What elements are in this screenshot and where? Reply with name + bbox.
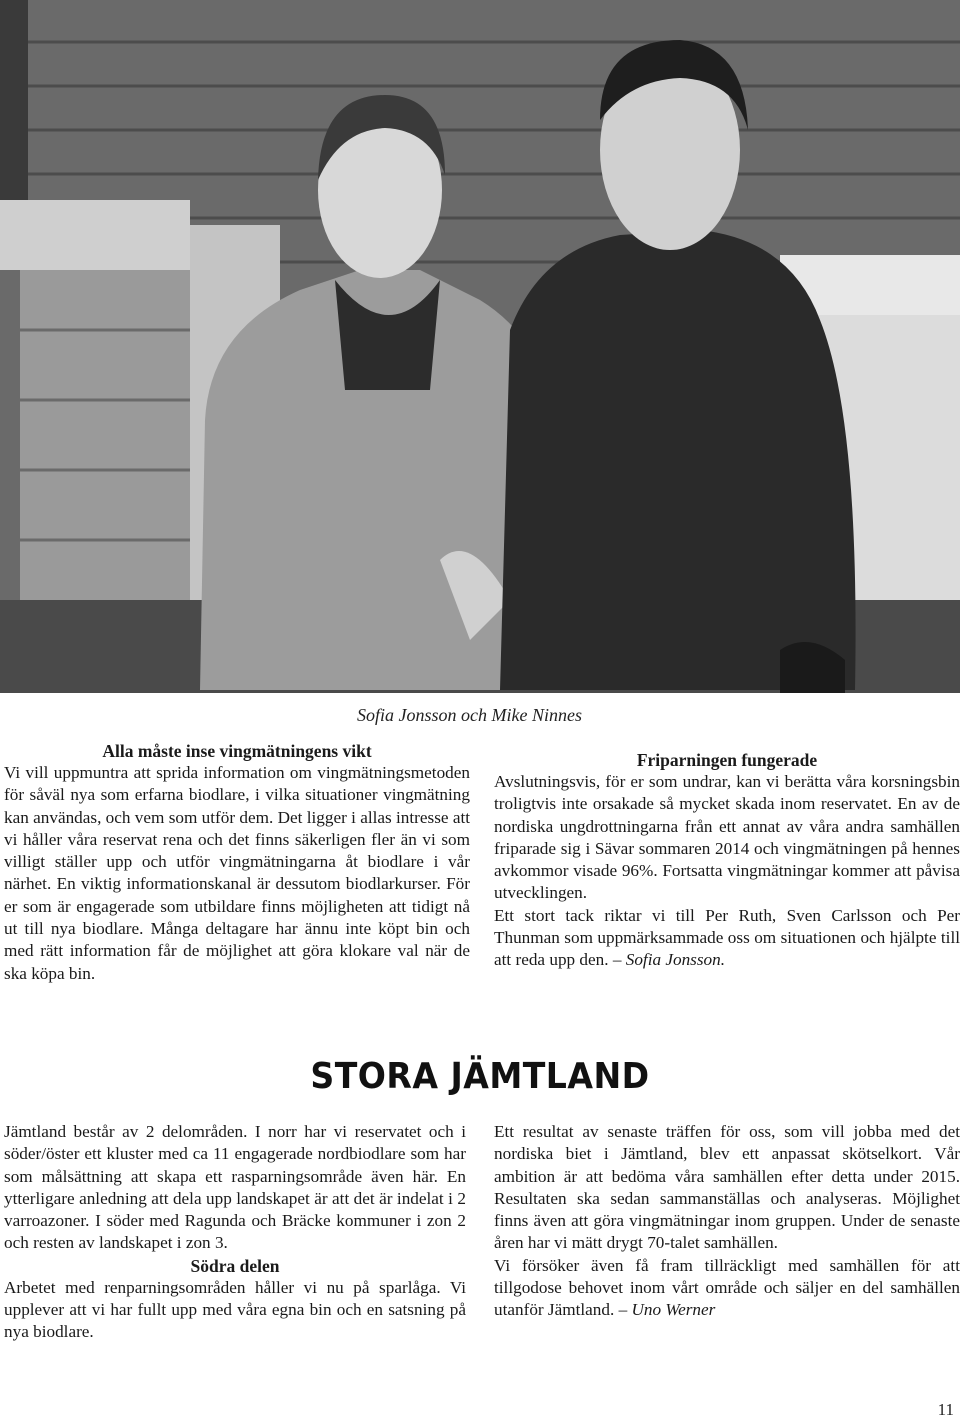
paragraph: Ett resultat av senaste träffen för oss, som vill jobba med det nordiska biet i Jämtland, blev ett anpassat skötselkort. Vår ambition är att bedöma våra samhällen efter detta under 2015. Resultaten ska sedan sammanställas och analyseras. Möjlighet finns även att göra vingmätningar inom gruppen. Under de senaste åren har vi mätt drygt 70-talet samhällen. (494, 1122, 960, 1253)
section-heading-friparningen: Friparningen fungerade (636, 750, 818, 770)
paragraph: Jämtland består av 2 delområden. I norr har vi reservatet och i söder/öster ett kluster med ca 11 engagerade nordbiodlare som har som målsättning att skapa ett rasparningsområde även här. En ytterligare anledning att dela upp landskapet är att det är indelat i 2 varroazoner. I söder med Ragunda och Bräcke kommuner i zon 2 och resten av landskapet i zon 3. (4, 1122, 466, 1253)
paragraph-closing: Vi försöker även få fram tillräckligt med samhällen för att tillgodose behovet inom vårt område och säljer en del samhällen utanför Jämtland. – Uno Werner (494, 1255, 960, 1320)
paragraph: Avslutningsvis, för er som undrar, kan vi berätta våra korsningsbin troligtvis inte orsakade så mycket skada inom reservatet. En av de nordiska ungdrottningarna från ett annat av våra andra samhällen friparade sig i Sävar sommaren 2014 och vingmätningen på hennes avkommor visade 96%. Fortsatta vingmätningar kommer att påvisa utvecklingen. (494, 772, 960, 903)
subheading-sodra-delen: Södra delen (190, 1255, 280, 1276)
article-column-right-bottom (494, 1121, 960, 1322)
photo-caption: Sofia Jonsson och Mike Ninnes (357, 705, 582, 725)
author-signature: – Uno Werner (618, 1300, 716, 1320)
article-column-left-top (4, 740, 470, 985)
photo-illustration (0, 0, 960, 693)
paragraph-thanks: Ett stort tack riktar vi till Per Ruth, Sven Carlsson och Per Thunman som uppmärksammade oss om situationen och hjälpte till att reda upp den. – Sofia Jonsson. (494, 905, 960, 970)
page-number: 11 (937, 1400, 954, 1419)
photo (0, 0, 960, 693)
article-column-right-top (494, 749, 960, 972)
author-signature: – Sofia Jonsson. (612, 950, 726, 970)
section-heading-vingmatning: Alla måste inse vingmätningens vikt (102, 741, 372, 761)
paragraph: Arbetet med renparningsområden håller vi nu på sparlåga. Vi upplever att vi har fullt upp med våra egna bin och en satsning på nya biodlare. (4, 1277, 466, 1342)
article-column-left-bottom (4, 1121, 466, 1344)
page-section-title: STORA JÄMTLAND (310, 1056, 650, 1097)
paragraph: Vi vill uppmuntra att sprida information om vingmätningsmetoden för såväl nya som erfarna biodlare, i vilka situationer vingmätning kan användas, och vem som utför dem. Det ligger i allas intresse att vi håller våra reservat rena och det finns säkerligen fler än vi som villigt ställer upp och utför vingmätningarna åt biodlare i vår närhet. En viktig informationskanal är dessutom biodlarkurser. För er som är engagerade som utbildare finns möjligheten att tidigt nå ut till nya biodlare. Många deltagare har ännu inte köpt bin och med rätt information får de möjlighet att göra klokare val när de ska köpa bin. (4, 763, 470, 983)
